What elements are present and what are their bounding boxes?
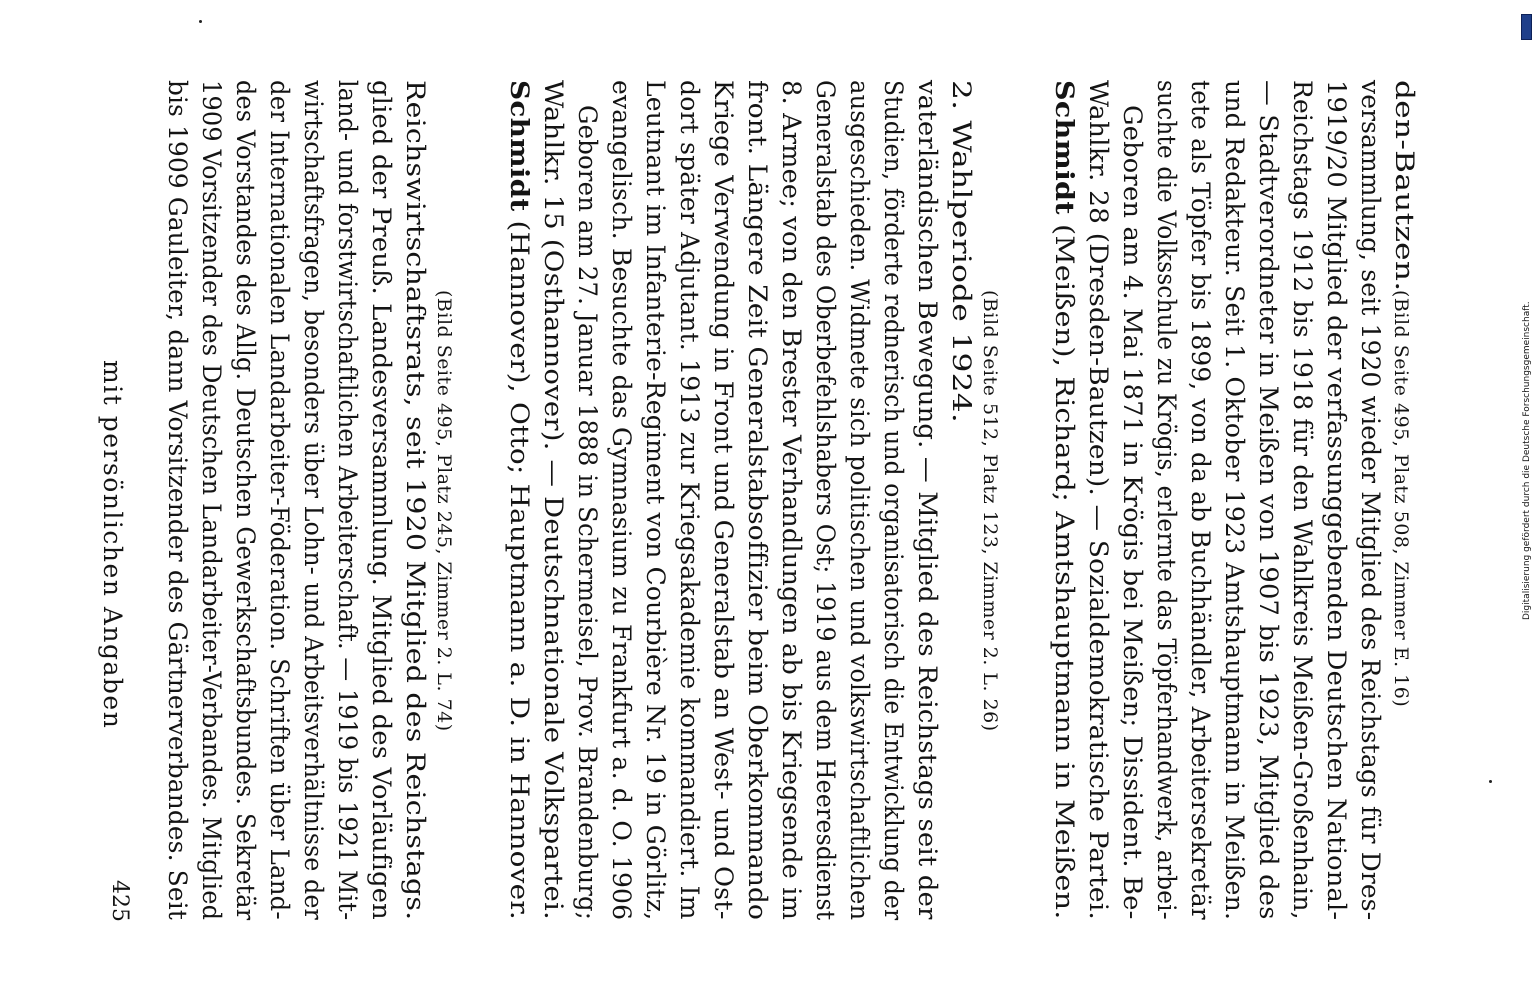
text-line: — Stadtverordneter in Meißen von 1907 bis 1923, Mitglied des — [1254, 80, 1283, 920]
text-line: 8. Armee; von den Brester Verhandlungen ab bis Kriegsende im — [777, 80, 806, 921]
photo-caption: (Bild Seite 495, Platz 245, Zimmer 2. L. 74) — [433, 290, 455, 732]
text-line: des Vorstandes des Allg. Deutschen Gewerkschaftsbundes. Sekretär — [231, 80, 260, 921]
text-line: Geboren am 27. Januar 1888 in Schermeisel, Prov. Brandenburg; — [573, 105, 602, 921]
text-line: Wahlkr. 28 (Dresden-Bautzen). — Sozialdemokratische Partei. — [1084, 80, 1113, 920]
entry-heading-rest: (Meißen), Richard; Amtshauptmann in Meißen. — [1050, 214, 1079, 920]
digitization-credit: Digitalisierung gefördert durch die Deutsche Forschungsgemeinschaft. — [1522, 301, 1532, 620]
text-line: 2. Wahlperiode 1924. — [947, 80, 976, 424]
entry-heading-rest: (Hannover), Otto; Hauptmann a. D. in Hannover. — [505, 211, 534, 920]
text-line: Studien, förderte rednerisch und organisatorisch die Entwicklung der — [879, 80, 908, 921]
text-line: vaterländischen Bewegung. — Mitglied des Reichstags seit der — [913, 80, 942, 920]
text-line: den-Bautzen. — [1390, 80, 1419, 292]
text-line: der Internationalen Landarbeiter-Föderation. Schriften über Land- — [265, 80, 294, 920]
text-line: 1909 Vorsitzender des Deutschen Landarbeiter-Verbandes. Mitglied — [197, 80, 226, 921]
text-line: Generalstab des Oberbefehlshabers Ost; 1919 aus dem Heeresdienst — [811, 80, 840, 921]
entry-name: Schmidt — [505, 80, 534, 212]
text-line: ausgeschieden. Widmete sich politischen und volkswirtschaftlichen — [845, 80, 874, 921]
dfg-logo-icon — [1521, 14, 1532, 40]
page-number: 425 — [107, 880, 132, 922]
text-line: evangelisch. Besuchte das Gymnasium zu Frankfurt a. d. O. 1906 — [607, 80, 636, 921]
text-line: Reichstags 1912 bis 1918 für den Wahlkreis Meißen-Großenhain, — [1288, 80, 1317, 920]
entry-heading-line — [1052, 80, 1077, 920]
scan-speck — [1489, 780, 1492, 783]
photo-caption: (Bild Seite 495, Platz 508, Zimmer E. 16) — [1390, 290, 1412, 708]
text-line: front. Längere Zeit Generalstabsoffizier beim Oberkommando — [743, 80, 772, 921]
text-line: land- und forstwirtschaftlichen Arbeiterschaft. — 1919 bis 1921 Mit- — [333, 80, 362, 921]
text-line: Geboren am 4. Mai 1871 in Krögis bei Meißen; Dissident. Be- — [1118, 105, 1147, 920]
photo-caption: (Bild Seite 512, Platz 123, Zimmer 2. L. 26) — [979, 290, 1001, 732]
entry-name: Schmidt — [1050, 80, 1079, 215]
text-line: tete als Töpfer bis 1899, von da ab Buchhändler, Arbeitersekretär — [1186, 80, 1215, 920]
text-line: suchte die Volksschule zu Krögis, erlernte das Töpferhandwerk, arbei- — [1152, 80, 1181, 920]
text-line: Wahlkr. 15 (Osthannover). — Deutschnationale Volkspartei. — [539, 80, 568, 920]
text-line: versammlung, seit 1920 wieder Mitglied des Reichstags für Dres- — [1356, 80, 1385, 921]
scan-speck — [199, 20, 202, 23]
text-line: glied der Preuß. Landesversammlung. Mitglied des Vorläufigen — [367, 80, 396, 920]
text-line: 1919/20 Mitglied der verfassunggebenden Deutschen National- — [1322, 80, 1351, 921]
text-line: wirtschaftsfragen, besonders über Lohn- und Arbeitsverhältnisse der — [299, 80, 328, 921]
text-line: Leutnant im Infanterie-Regiment von Courbière Nr. 19 in Görlitz, — [641, 80, 670, 921]
text-line: Reichswirtschaftsrats, seit 1920 Mitglied des Reichstags. — [401, 80, 430, 921]
running-header-title: mit persönlichen Angaben — [98, 360, 127, 730]
text-line: und Redakteur. Seit 1. Oktober 1923 Amtshauptmann in Meißen. — [1220, 80, 1249, 921]
text-line: Kriege Verwendung in Front und Generalstab an West- und Ost- — [709, 80, 738, 920]
text-line: bis 1909 Gauleiter, dann Vorsitzender des Gärtnerverbandes. Seit — [163, 80, 192, 920]
entry-heading-line — [507, 80, 532, 920]
text-line: dort später Adjutant. 1913 zur Kriegsakademie kommandiert. Im — [675, 80, 704, 920]
